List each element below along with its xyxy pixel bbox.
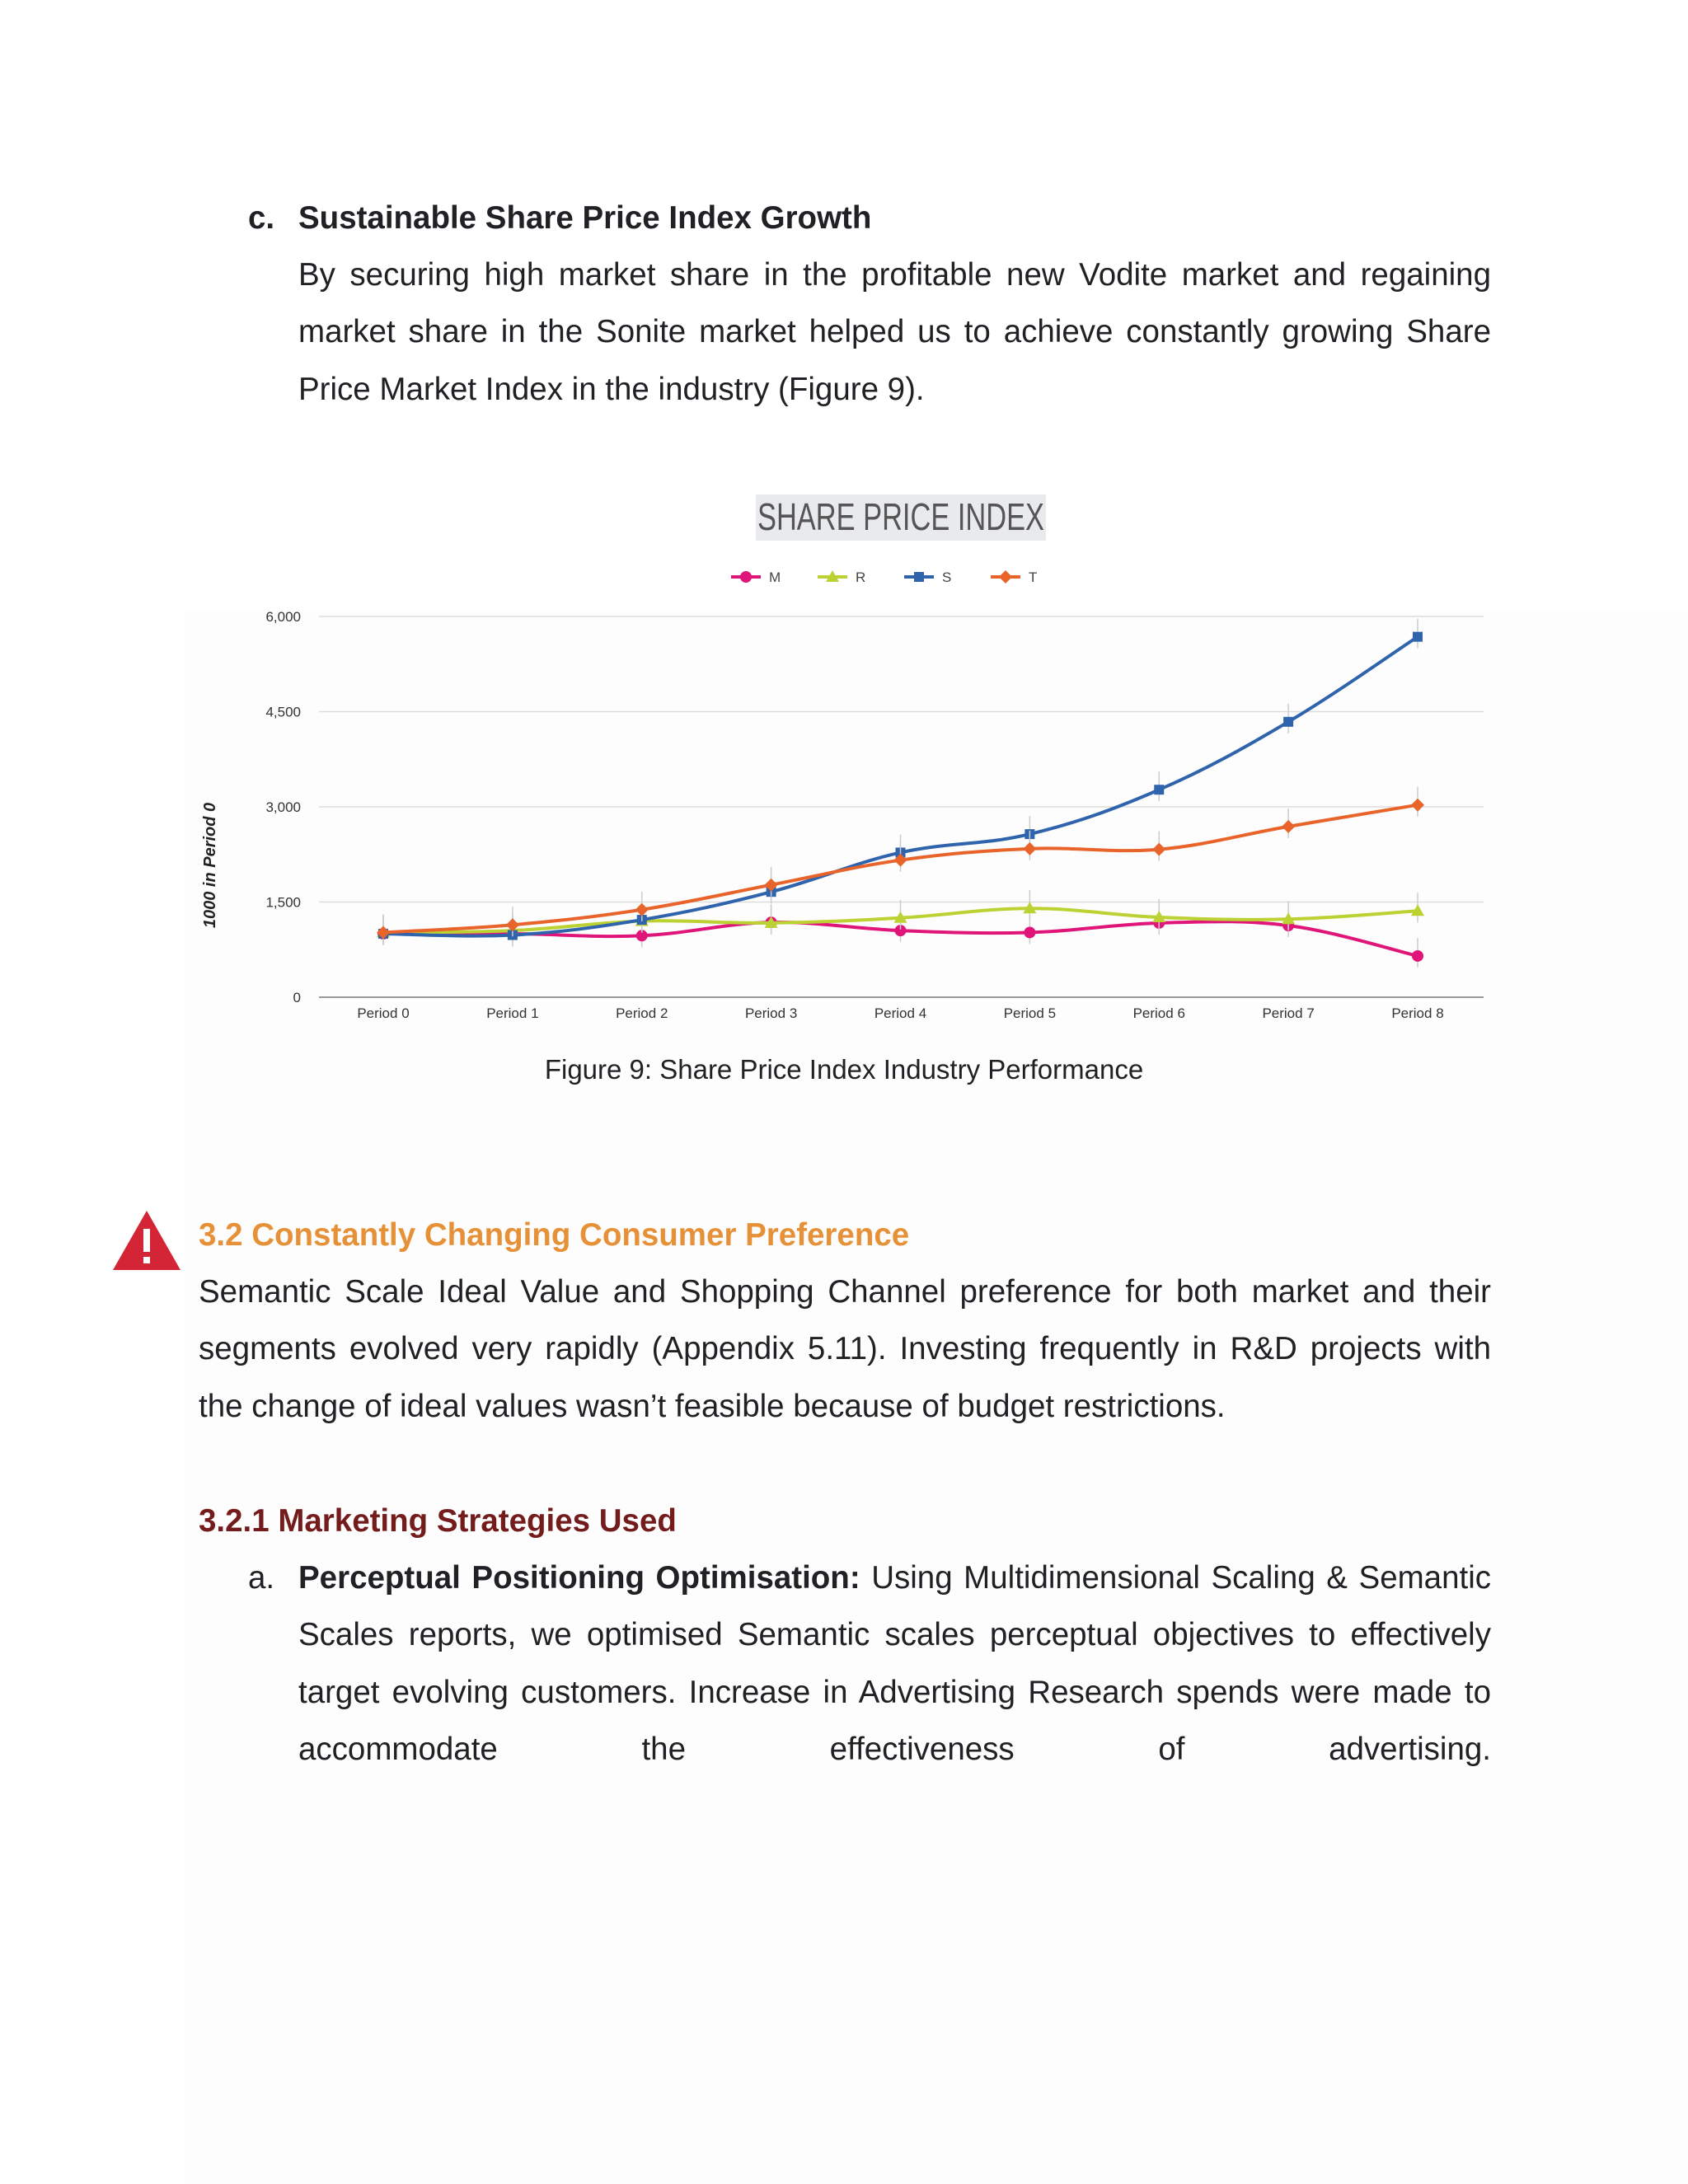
y-axis-label: 1000 in Period 0 — [201, 802, 219, 929]
list-marker-a: a. — [248, 1560, 275, 1596]
item-a-rest: Semantic Scales reports, we optimised Semantic scales perceptual objectives to effectively target evolving customers. Increase in Advertising Research spends were made to accommodate the effectiveness of advertising. — [298, 1560, 1492, 1768]
x-tick-label: Period 0 — [357, 1005, 410, 1021]
x-tick-label: Period 5 — [1003, 1005, 1057, 1021]
y-tick-label: 4,500 — [265, 704, 301, 720]
x-tick-label: Period 3 — [744, 1005, 798, 1021]
data-point — [635, 903, 649, 916]
legend-item-m — [731, 569, 781, 585]
legend-item-t — [991, 569, 1037, 585]
data-point — [1023, 842, 1036, 855]
y-tick-label: 1,500 — [265, 894, 301, 911]
section-3-2-heading: 3.2 Constantly Changing Consumer Preference — [199, 1217, 910, 1253]
section-c-body: By securing high market share in the profitable new Vodite market and regaining market share in the Sonite market helped us to achieve constantly growing Share Price Market Index in the industry (Figure 9). — [298, 257, 1491, 407]
chart-title: SHARE PRICE INDEX — [757, 495, 1044, 538]
item-a-line1-rest: Using Multidimensional Scaling & — [860, 1560, 1348, 1596]
series-line — [383, 637, 1418, 936]
warning-icon — [111, 1209, 182, 1272]
data-point — [1412, 950, 1423, 962]
list-marker-c: c. — [248, 200, 275, 236]
section-3-2-body: Semantic Scale Ideal Value and Shopping Channel preference for both market and their segments evolved very rapidly (Appendix 5.11). Investing frequently in R&D projects with the change of ideal values wasn’t feasible because of budget restrictions. — [199, 1274, 1491, 1424]
section-3-2-1-heading: 3.2.1 Marketing Strategies Used — [199, 1503, 677, 1539]
x-tick-label: Period 4 — [874, 1005, 927, 1021]
legend-label: R — [856, 569, 866, 585]
data-point — [1411, 799, 1424, 812]
legend-label: M — [769, 569, 781, 585]
legend-item-s — [904, 569, 951, 585]
data-point — [1154, 785, 1164, 794]
y-tick-label: 0 — [293, 990, 301, 1005]
data-point — [999, 570, 1012, 583]
chart-svg — [185, 482, 1504, 1051]
section-c-title: Sustainable Share Price Index Growth — [298, 200, 872, 236]
data-point — [740, 571, 752, 583]
data-point — [1024, 926, 1035, 938]
data-point — [1152, 843, 1165, 856]
x-tick-label: Period 2 — [616, 1005, 668, 1021]
data-point — [1413, 632, 1423, 642]
legend-item-r — [818, 569, 865, 585]
data-point — [1282, 820, 1295, 833]
data-point — [914, 572, 924, 582]
item-a-lead: Perceptual Positioning Optimisation: — [298, 1560, 860, 1596]
figure-caption: Figure 9: Share Price Index Industry Performance — [544, 1054, 1144, 1085]
y-tick-label: 6,000 — [265, 609, 301, 625]
legend-label: T — [1029, 569, 1038, 585]
x-tick-label: Period 8 — [1391, 1005, 1444, 1021]
x-tick-label: Period 7 — [1262, 1005, 1315, 1021]
x-tick-label: Period 1 — [486, 1005, 539, 1021]
share-price-chart — [185, 482, 1504, 1051]
data-point — [1283, 717, 1293, 727]
item-a-body — [298, 1549, 1491, 1779]
legend-label: S — [942, 569, 952, 585]
x-tick-label: Period 6 — [1132, 1005, 1185, 1021]
series-s — [378, 619, 1423, 947]
y-tick-label: 3,000 — [265, 799, 301, 815]
